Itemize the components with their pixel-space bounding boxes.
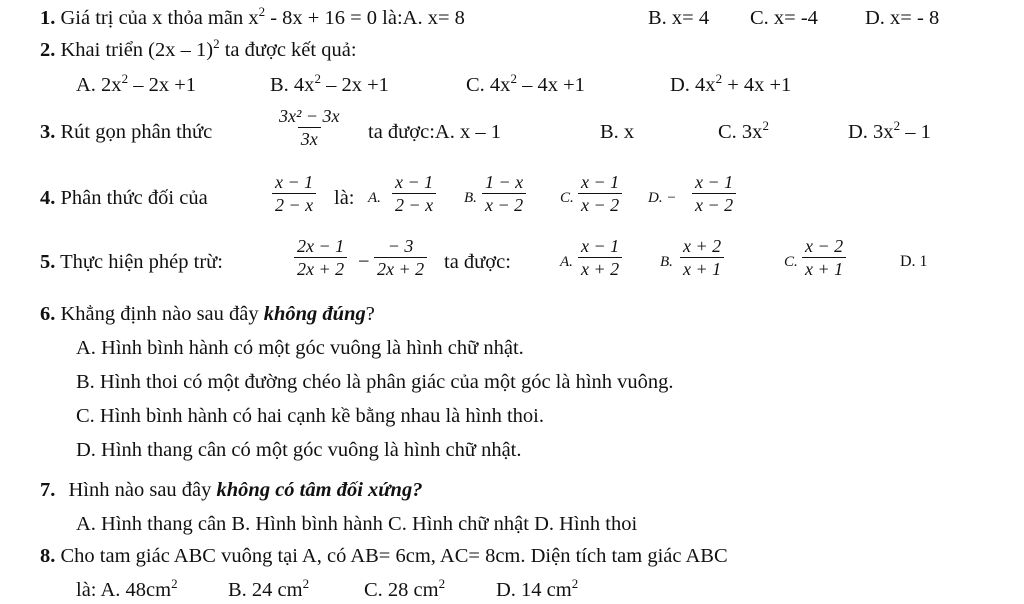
- option-d: D. $4x^2 + 4x +1$: [670, 71, 792, 96]
- option-d: D. 14 $cm^2$: [496, 576, 579, 601]
- question-number: 7.: [40, 479, 56, 501]
- options-row: A. Hình thang cân B. Hình bình hành C. Hình chữ nhật D. Hình thoi: [76, 513, 638, 535]
- option-a: A. $2x^2 - 2x +1$: [76, 71, 196, 96]
- question-text-tail: là:: [334, 187, 355, 209]
- option-d: D. 1: [900, 253, 928, 270]
- option-c: $\frac{x - 2}{x + 1}$: [802, 236, 846, 279]
- minus-sign: −: [358, 251, 370, 273]
- option-b-label: B.: [464, 190, 477, 206]
- question-text: Hình nào sau đây không có tâm đối xứng?: [68, 479, 423, 501]
- fraction-1: $\frac{2x - 1}{2x + 2}$: [294, 236, 347, 279]
- option-a: $\frac{x - 1}{x + 2}$: [578, 236, 622, 279]
- option-b: $\frac{x + 2}{x + 1}$: [680, 236, 724, 279]
- question-text-tail: ta được:: [444, 251, 511, 273]
- option-c: C. $4x^2 - 4x +1$: [466, 71, 585, 96]
- option-a: A. Hình bình hành có một góc vuông là hình chữ nhật.: [76, 337, 524, 359]
- option-b: B. 24 $cm^2$: [228, 576, 310, 601]
- question-3: [40, 120, 212, 144]
- question-4: [40, 186, 208, 210]
- question-number: 4.: [40, 187, 56, 209]
- fraction: $\frac{x - 1}{2 - x}$: [272, 172, 316, 215]
- option-c-label: C.: [560, 190, 574, 206]
- question-text: Khai triển (2x – 1)$^2$ ta được kết quả:: [60, 36, 357, 61]
- question-text: Cho tam giác ABC vuông tại A, có AB= 6cm, AC= 8cm. Diện tích tam giác ABC: [60, 545, 728, 567]
- option-c: C. $3x^2$: [718, 118, 769, 143]
- option-b: B. x= 4: [648, 7, 710, 29]
- option-b: B. Hình thoi có một đường chéo là phân giác của một góc là hình vuông.: [76, 371, 674, 393]
- option-c-label: C.: [784, 254, 798, 270]
- question-number: 1.: [40, 7, 56, 29]
- option-c: C. Hình bình hành có hai cạnh kề bằng nhau là hình thoi.: [76, 405, 544, 427]
- question-number: 8.: [40, 545, 56, 567]
- option-d: $\frac{x - 1}{x - 2}$: [692, 172, 736, 215]
- option-c: C. 28 $cm^2$: [364, 576, 446, 601]
- option-b: $\frac{1 - x}{x - 2}$: [482, 172, 526, 215]
- question-number: 6.: [40, 303, 56, 325]
- option-a: $\frac{x - 1}{2 - x}$: [392, 172, 436, 215]
- option-a: là: A. $48cm^2$: [76, 576, 178, 601]
- option-c: $\frac{x - 1}{x - 2}$: [578, 172, 622, 215]
- option-b: B. $4x^2 - 2x +1$: [270, 71, 389, 96]
- option-b: B. x: [600, 121, 635, 143]
- question-text: Giá trị của x thỏa mãn $x^2 - 8x + 16 = 0$ là:A. x= 8: [60, 4, 465, 29]
- option-a-label: A.: [368, 190, 381, 206]
- option-c: C. x= -4: [750, 7, 818, 29]
- option-d-label: D. −: [648, 190, 677, 206]
- question-2: [40, 38, 357, 64]
- fraction-2: $\frac{- 3}{2x + 2}$: [374, 236, 427, 279]
- question-number: 3.: [40, 121, 56, 143]
- question-8: [40, 544, 728, 568]
- fraction: $\frac{\text{3x² − 3x}}{3x}$: [279, 106, 340, 149]
- question-text: Khẳng định nào sau đây không đúng?: [60, 303, 375, 325]
- question-number: 5.: [40, 251, 56, 273]
- option-a-label: A.: [560, 254, 573, 270]
- question-6: [40, 302, 375, 326]
- question-5: [40, 250, 223, 274]
- question-text: Thực hiện phép trừ:: [60, 251, 223, 273]
- option-d: D. $3x^2 - 1$: [848, 118, 931, 143]
- question-number: 2.: [40, 39, 56, 61]
- option-b-label: B.: [660, 254, 673, 270]
- option-d: D. x= - 8: [865, 7, 940, 29]
- question-text: Phân thức đối của: [60, 187, 208, 209]
- option-a: ta được:A. x – 1: [368, 121, 501, 143]
- option-d: D. Hình thang cân có một góc vuông là hình chữ nhật.: [76, 439, 522, 461]
- question-1: [40, 6, 465, 32]
- question-7: [40, 478, 422, 502]
- question-text: Rút gọn phân thức: [60, 121, 213, 143]
